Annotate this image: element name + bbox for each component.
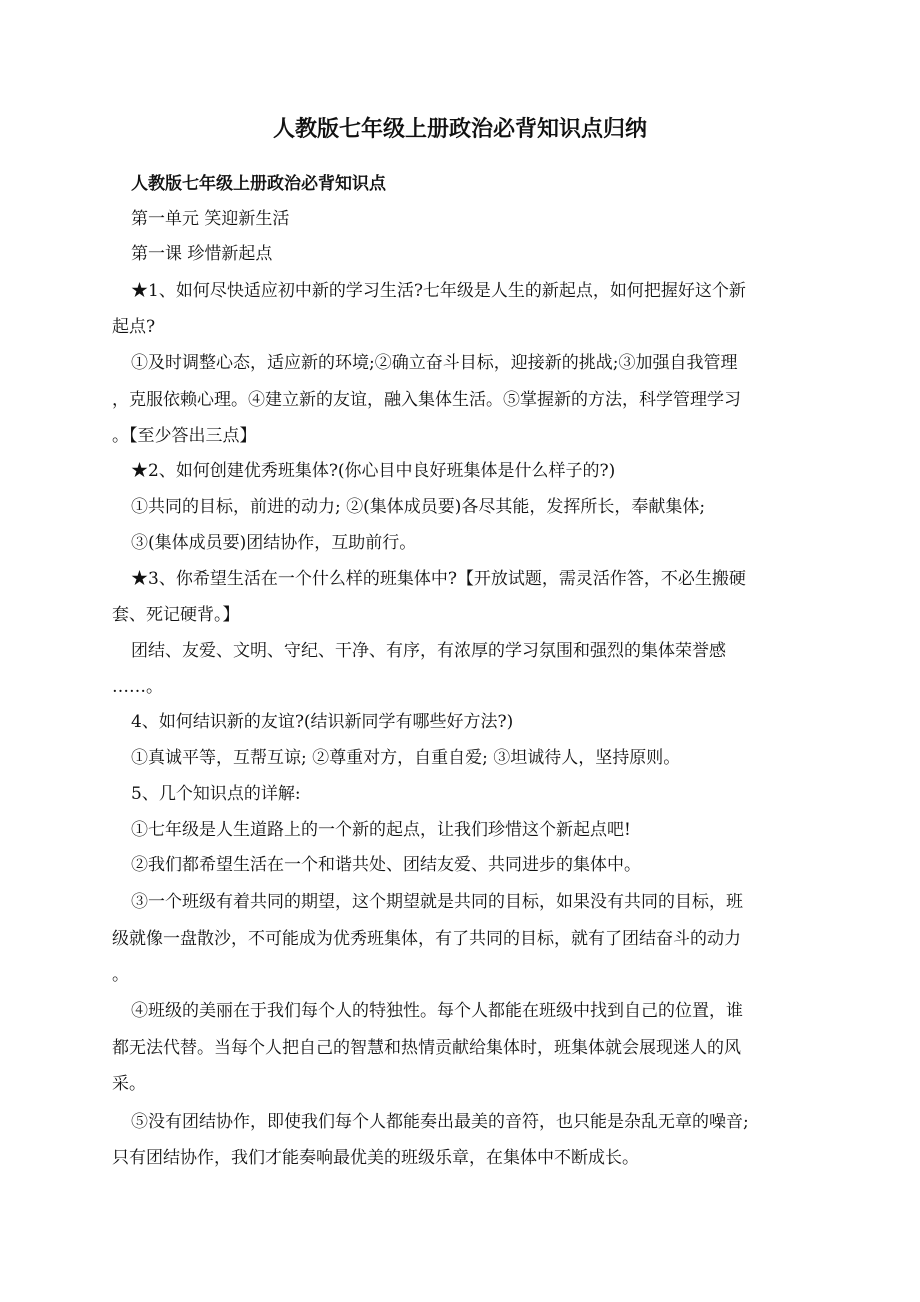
detail-3-end: 。 bbox=[112, 965, 129, 985]
answer-1: ①及时调整心态，适应新的环境;②确立奋斗目标，迎接新的挑战;③加强自我管理 bbox=[131, 353, 738, 373]
detail-4-end: 采。 bbox=[112, 1074, 146, 1094]
section-5-heading: 5、几个知识点的详解: bbox=[131, 784, 301, 804]
answer-2-cont: ③(集体成员要)团结协作，互助前行。 bbox=[131, 533, 417, 553]
detail-3-cont: 级就像一盘散沙，不可能成为优秀班集体，有了共同的目标，就有了团结奋斗的动力 bbox=[112, 929, 741, 949]
answer-1-cont: ，克服依赖心理。④建立新的友谊，融入集体生活。⑤掌握新的方法，科学管理学习 bbox=[112, 390, 741, 410]
detail-3: ③一个班级有着共同的期望，这个期望就是共同的目标，如果没有共同的目标，班 bbox=[131, 892, 743, 912]
document-title: 人教版七年级上册政治必背知识点归纳 bbox=[272, 116, 647, 142]
answer-3-cont: ……。 bbox=[112, 677, 163, 697]
answer-4: ①真诚平等，互帮互谅; ②尊重对方，自重自爱; ③坦诚待人，坚持原则。 bbox=[131, 748, 681, 768]
lesson-heading: 第一课 珍惜新起点 bbox=[131, 244, 273, 264]
question-1-cont: 起点? bbox=[112, 317, 156, 337]
answer-2: ①共同的目标，前进的动力; ②(集体成员要)各尽其能，发挥所长，奉献集体; bbox=[131, 497, 706, 517]
detail-2: ②我们都希望生活在一个和谐共处、团结友爱、共同进步的集体中。 bbox=[131, 855, 641, 875]
detail-5: ⑤没有团结协作，即使我们每个人都能奏出最美的音符，也只能是杂乱无章的噪音; bbox=[131, 1112, 749, 1132]
detail-4: ④班级的美丽在于我们每个人的特独性。每个人都能在班级中找到自己的位置，谁 bbox=[131, 1001, 743, 1021]
question-1: ★1、如何尽快适应初中新的学习生活?七年级是人生的新起点，如何把握好这个新 bbox=[131, 281, 746, 301]
unit-heading: 第一单元 笑迎新生活 bbox=[131, 209, 290, 229]
detail-1: ①七年级是人生道路上的一个新的起点，让我们珍惜这个新起点吧! bbox=[131, 820, 631, 840]
question-3: ★3、你希望生活在一个什么样的班集体中?【开放试题，需灵活作答，不必生搬硬 bbox=[131, 569, 746, 589]
answer-1-note: 。【至少答出三点】 bbox=[112, 426, 257, 446]
question-4: 4、如何结识新的友谊?(结识新同学有哪些好方法?) bbox=[131, 712, 514, 732]
answer-3: 团结、友爱、文明、守纪、干净、有序，有浓厚的学习氛围和强烈的集体荣誉感 bbox=[131, 641, 726, 661]
detail-4-cont: 都无法代替。当每个人把自己的智慧和热情贡献给集体时，班集体就会展现迷人的风 bbox=[112, 1038, 741, 1058]
question-2: ★2、如何创建优秀班集体?(你心目中良好班集体是什么样子的?) bbox=[131, 461, 616, 481]
question-3-cont: 套、死记硬背。】 bbox=[112, 605, 240, 625]
detail-5-cont: 只有团结协作，我们才能奏响最优美的班级乐章，在集体中不断成长。 bbox=[112, 1148, 639, 1168]
document-subtitle: 人教版七年级上册政治必背知识点 bbox=[131, 174, 386, 194]
